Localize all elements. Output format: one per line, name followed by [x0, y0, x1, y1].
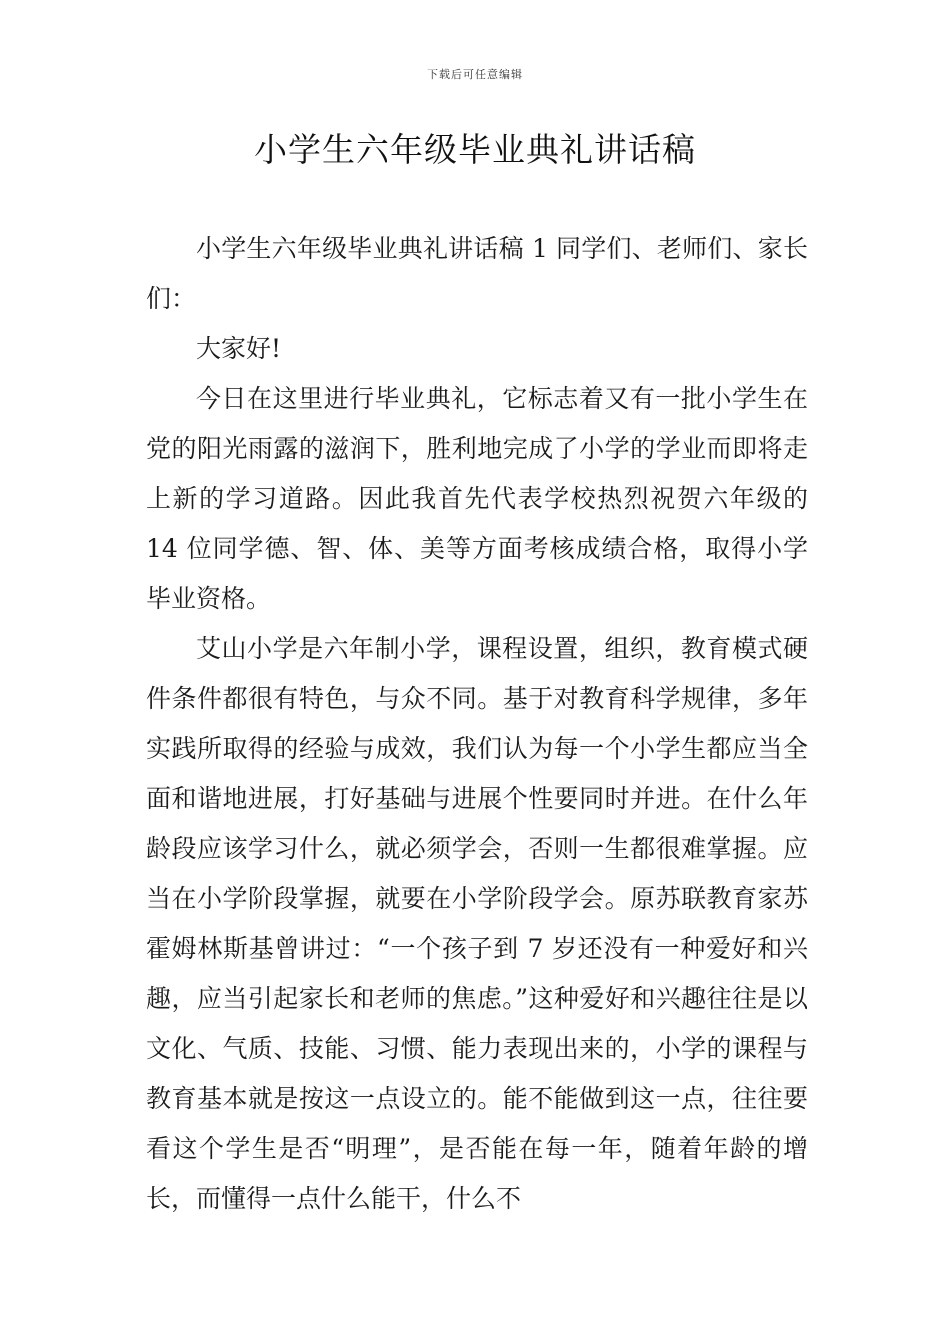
document-title: 小学生六年级毕业典礼讲话稿: [254, 130, 696, 169]
header-note: 下载后可任意编辑: [427, 68, 523, 81]
document-body: [146, 224, 808, 1224]
paragraph-greeting-line: 小学生六年级毕业典礼讲话稿 1 同学们、老师们、家长们：: [146, 234, 808, 313]
paragraph-congratulations: 今日在这里进行毕业典礼，它标志着又有一批小学生在党的阳光雨露的滋润下，胜利地完成了小学的学业而即将走上新的学习道路。因此我首先代表学校热烈祝贺六年级的 14 位同学德、智、体、美等方面考核成绩合格，取得小学毕业资格。: [146, 384, 808, 613]
paragraph-hello: 大家好!: [196, 334, 282, 363]
paragraph-school-philosophy: 艾山小学是六年制小学，课程设置，组织，教育模式硬件条件都很有特色，与众不同。基于对教育科学规律，多年实践所取得的经验与成效，我们认为每一个小学生都应当全面和谐地进展，打好基础与进展个性要同时并进。在什么年龄段应该学习什么，就必须学会，否则一生都很难掌握。应当在小学阶段掌握，就要在小学阶段学会。原苏联教育家苏霍姆林斯基曾讲过：“一个孩子到 7 岁还没有一种爱好和兴趣，应当引起家长和老师的焦虑。”这种爱好和兴趣往往是以文化、气质、技能、习惯、能力表现出来的，小学的课程与教育基本就是按这一点设立的。能不能做到这一点，往往要看这个学生是否“明理”，是否能在每一年，随着年龄的增长，而懂得一点什么能干，什么不: [146, 634, 808, 1213]
